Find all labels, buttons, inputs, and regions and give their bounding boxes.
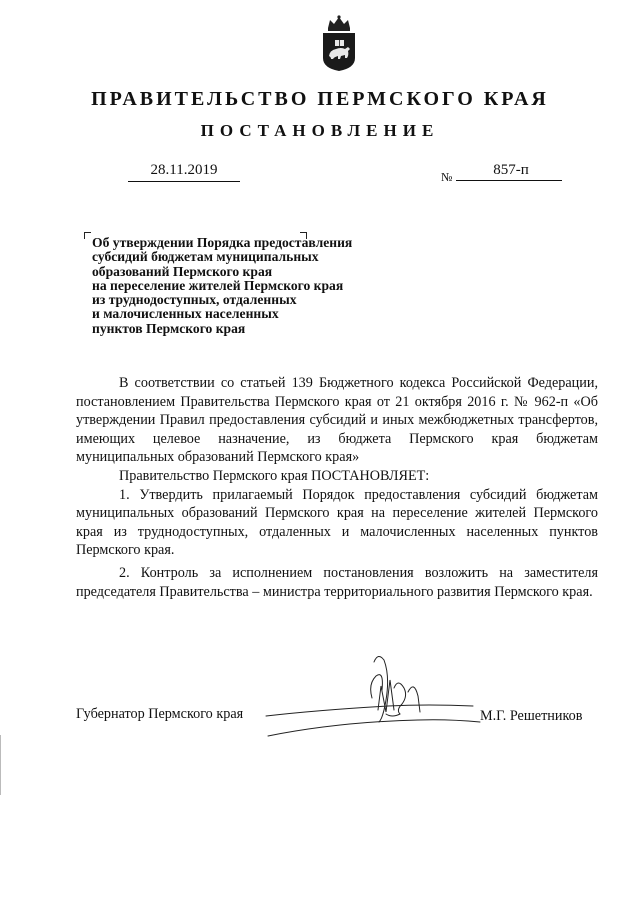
document-type-title: ПОСТАНОВЛЕНИЕ [200, 121, 440, 140]
body-paragraph-resolves: Правительство Пермского края ПОСТАНОВЛЯЕТ: [119, 467, 430, 484]
handwritten-signature [258, 640, 488, 750]
subject-line: субсидий бюджетам муниципальных [92, 249, 319, 265]
document-subject [92, 236, 412, 336]
document-date: 28.11.2019 [150, 162, 218, 178]
body-paragraph-preamble: В соответствии со статьей 139 Бюджетного кодекса Российской Федерации, постановлением Правительства Пермского края от 21 октября 2016 г. № 962-п «Об утверждении Правил предоставления субсидий и иных межбюджетных трансфертов, имеющих целевое назначение, из бюджета Пермского края бюджетам муниципальных образований Пермского края» [76, 375, 598, 466]
page-edge-mark [0, 735, 3, 795]
date-underline [128, 181, 240, 182]
subject-line: на переселение жителей Пермского края [92, 277, 344, 293]
signatory-title: Губернатор Пермского края [76, 706, 244, 722]
perm-krai-coat-of-arms-icon [317, 14, 361, 72]
subject-line: и малочисленных населенных [92, 306, 279, 322]
subject-line: образований Пермского края [92, 263, 273, 279]
number-underline [456, 180, 562, 181]
organization-title: ПРАВИТЕЛЬСТВО ПЕРМСКОГО КРАЯ [91, 88, 549, 110]
signatory-name: М.Г. Решетников [480, 708, 583, 724]
subject-bracket-left [84, 232, 91, 239]
body-paragraph-item-2: 2. Контроль за исполнением постановления возложить на заместителя председателя Правительства – министра территориального развития Пермского края. [76, 564, 598, 600]
subject-line: из труднодоступных, отдаленных [92, 292, 297, 308]
subject-line: Об утверждении Порядка предоставления [92, 235, 353, 250]
document-body [76, 374, 598, 601]
document-number: 857-п [493, 162, 529, 178]
subject-line: пунктов Пермского края [92, 320, 246, 336]
number-sign: № [441, 170, 453, 184]
body-paragraph-item-1: 1. Утвердить прилагаемый Порядок предоставления субсидий бюджетам муниципальных образований Пермского края на переселение жителей Пермского края из труднодоступных, отдаленных и малочисленных населенных пунктов Пермского края. [76, 486, 598, 559]
